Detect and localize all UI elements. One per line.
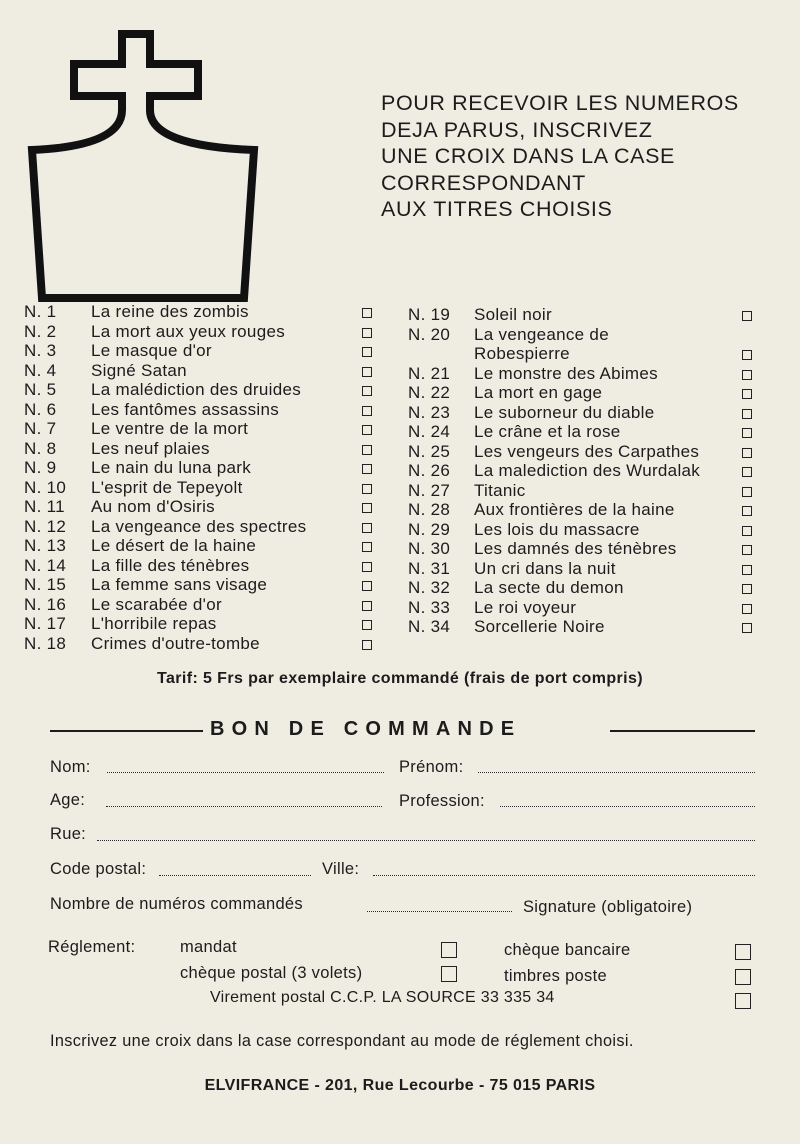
issue-title: Signé Satan <box>91 360 187 380</box>
age-field[interactable] <box>106 806 382 807</box>
issue-title: Les neuf plaies <box>91 438 210 458</box>
rue-field[interactable] <box>97 840 755 841</box>
issue-checkbox[interactable] <box>742 448 752 458</box>
issue-number: N. 19 <box>408 305 451 324</box>
issue-title: Un cri dans la nuit <box>474 558 616 578</box>
issue-checkbox[interactable] <box>362 386 372 396</box>
issue-title: La mort aux yeux rouges <box>91 321 285 341</box>
issue-title: La reine des zombis <box>91 302 249 321</box>
issue-checkbox[interactable] <box>362 503 372 513</box>
issue-number: N. 16 <box>24 594 67 614</box>
issue-checkbox[interactable] <box>742 506 752 516</box>
ville-field[interactable] <box>373 875 755 876</box>
issue-title: Sorcellerie Noire <box>474 617 605 636</box>
issue-title: La secte du demon <box>474 578 624 597</box>
issue-title: Le masque d'or <box>91 341 212 360</box>
issue-checkbox[interactable] <box>362 562 372 572</box>
header-line: POUR RECEVOIR LES NUMEROS <box>381 91 739 115</box>
cheque-postal-label: chèque postal (3 volets) <box>180 964 363 982</box>
code-postal-field[interactable] <box>159 875 311 876</box>
issue-number: N. 5 <box>24 380 57 399</box>
issue-title: Les damnés des ténèbres <box>474 539 677 558</box>
issue-checkbox[interactable] <box>742 545 752 555</box>
nombre-field[interactable] <box>367 911 512 912</box>
issue-number: N. 31 <box>408 558 451 578</box>
issue-checkbox[interactable] <box>742 584 752 594</box>
issue-checkbox[interactable] <box>362 484 372 494</box>
issue-title: Soleil noir <box>474 305 552 324</box>
issue-checkbox[interactable] <box>362 367 372 377</box>
code-postal-label: Code postal: <box>50 860 147 878</box>
issue-checkbox[interactable] <box>362 640 372 650</box>
rue-label: Rue: <box>50 825 87 843</box>
issue-number: N. 34 <box>408 617 451 636</box>
divider-line <box>50 730 203 732</box>
issue-title: Le roi voyeur <box>474 597 577 617</box>
issue-title: La mort en gage <box>474 383 603 402</box>
prenom-label: Prénom: <box>399 758 464 776</box>
issue-title: Les fantômes assassins <box>91 399 280 419</box>
profession-field[interactable] <box>500 806 755 807</box>
ville-label: Ville: <box>322 860 360 878</box>
issue-checkbox[interactable] <box>362 523 372 533</box>
issue-checkbox[interactable] <box>362 445 372 455</box>
cheque-bancaire-label: chèque bancaire <box>504 941 631 959</box>
issue-checkbox[interactable] <box>742 467 752 477</box>
issue-number: N. 2 <box>24 321 57 341</box>
virement-label: Virement postal C.C.P. LA SOURCE 33 335 34 <box>210 989 555 1006</box>
mandat-checkbox[interactable] <box>441 942 457 958</box>
issue-checkbox[interactable] <box>742 565 752 575</box>
issue-checkbox[interactable] <box>362 464 372 474</box>
issue-number: N. 23 <box>408 402 451 422</box>
cheque-postal-checkbox[interactable] <box>441 966 457 982</box>
header-line: CORRESPONDANT <box>381 170 586 195</box>
issue-checkbox[interactable] <box>742 604 752 614</box>
issue-checkbox[interactable] <box>742 311 752 321</box>
issue-number: N. 12 <box>24 516 67 536</box>
issue-title: Le ventre de la mort <box>91 419 249 438</box>
timbres-checkbox[interactable] <box>735 969 751 985</box>
issue-checkbox[interactable] <box>742 487 752 497</box>
issue-number: N. 33 <box>408 597 451 617</box>
prenom-field[interactable] <box>478 772 755 773</box>
issue-checkbox[interactable] <box>362 308 372 318</box>
issue-number: N. 6 <box>24 399 57 419</box>
mandat-label: mandat <box>180 938 237 956</box>
cheque-bancaire-checkbox[interactable] <box>735 944 751 960</box>
issue-checkbox[interactable] <box>742 428 752 438</box>
issue-title: Le désert de la haine <box>91 536 257 555</box>
issue-number: N. 28 <box>408 500 451 519</box>
issue-number: N. 1 <box>24 302 57 321</box>
issue-checkbox[interactable] <box>742 389 752 399</box>
age-label: Age: <box>50 791 86 809</box>
issue-number: N. 10 <box>24 477 67 497</box>
issue-title: Le nain du luna park <box>91 458 252 477</box>
issue-title: L'esprit de Tepeyolt <box>91 477 243 497</box>
issue-number: N. 8 <box>24 438 57 458</box>
header-line: DEJA PARUS, INSCRIVEZ <box>381 117 653 142</box>
issue-checkbox[interactable] <box>362 601 372 611</box>
issue-title: Le crâne et la rose <box>474 422 621 441</box>
nom-field[interactable] <box>107 772 384 773</box>
divider-line <box>610 730 755 732</box>
publisher-address: ELVIFRANCE - 201, Rue Lecourbe - 75 015 PARIS <box>204 1077 596 1094</box>
signature-label: Signature (obligatoire) <box>523 898 693 916</box>
issue-checkbox[interactable] <box>362 347 372 357</box>
timbres-label: timbres poste <box>504 967 607 985</box>
header-line: UNE CROIX DANS LA CASE <box>381 144 675 168</box>
issue-checkbox[interactable] <box>362 328 372 338</box>
issue-number: N. 26 <box>408 461 451 480</box>
issue-title: La femme sans visage <box>91 575 268 594</box>
issue-number: N. 25 <box>408 441 451 461</box>
issue-checkbox[interactable] <box>742 526 752 536</box>
issue-checkbox[interactable] <box>742 370 752 380</box>
virement-checkbox[interactable] <box>735 993 751 1009</box>
issue-checkbox[interactable] <box>362 581 372 591</box>
issue-title: La malédiction des druides <box>91 380 302 399</box>
issue-title: Aux frontières de la haine <box>474 500 675 519</box>
issue-title: La vengeance de <box>474 324 609 344</box>
issue-checkbox[interactable] <box>362 620 372 630</box>
issue-number: N. 14 <box>24 555 67 575</box>
issue-number: N. 7 <box>24 419 57 438</box>
tombstone-cross-icon <box>22 28 272 303</box>
header-instructions <box>381 90 781 223</box>
issue-title: Au nom d'Osiris <box>91 497 215 516</box>
nom-label: Nom: <box>50 758 91 776</box>
reglement-label: Réglement: <box>48 938 136 956</box>
profession-label: Profession: <box>399 792 485 810</box>
issue-number: N. 20 <box>408 324 451 344</box>
issue-checkbox[interactable] <box>742 350 752 360</box>
issue-checkbox[interactable] <box>362 406 372 416</box>
issue-checkbox[interactable] <box>362 542 372 552</box>
issue-title: Le suborneur du diable <box>474 402 655 422</box>
issue-title: L'horribile repas <box>91 614 217 633</box>
issue-checkbox[interactable] <box>742 409 752 419</box>
issue-title: Titanic <box>474 480 526 500</box>
nombre-label: Nombre de numéros commandés <box>50 895 303 913</box>
issue-title-continued: Robespierre <box>474 344 570 363</box>
issue-title: Le monstre des Abimes <box>474 363 658 383</box>
issue-title: Le scarabée d'or <box>91 594 222 614</box>
issue-number: N. 4 <box>24 360 57 380</box>
issue-number: N. 29 <box>408 519 451 539</box>
issue-title: La fille des ténèbres <box>91 555 250 575</box>
bon-de-commande-title: BON DE COMMANDE <box>210 718 522 740</box>
issue-title: Les lois du massacre <box>474 519 640 539</box>
header-line: AUX TITRES CHOISIS <box>381 197 613 221</box>
issue-title: Crimes d'outre-tombe <box>91 633 260 653</box>
issue-number: N. 32 <box>408 578 451 597</box>
instruction-text: Inscrivez une croix dans la case correspondant au mode de réglement choisi. <box>50 1032 634 1050</box>
issue-number: N. 3 <box>24 341 57 360</box>
issue-title: Les vengeurs des Carpathes <box>474 441 700 461</box>
issue-number: N. 13 <box>24 536 67 555</box>
issue-checkbox[interactable] <box>362 425 372 435</box>
issue-number: N. 27 <box>408 480 451 500</box>
issue-number: N. 24 <box>408 422 451 441</box>
issue-number: N. 11 <box>24 497 65 516</box>
issue-checkbox[interactable] <box>742 623 752 633</box>
issue-number: N. 30 <box>408 539 451 558</box>
issue-number: N. 22 <box>408 383 451 402</box>
issue-number: N. 15 <box>24 575 67 594</box>
issue-title: La vengeance des spectres <box>91 516 307 536</box>
issue-number: N. 17 <box>24 614 67 633</box>
tarif-text: Tarif: 5 Frs par exemplaire commandé (frais de port compris) <box>156 670 644 687</box>
issue-number: N. 9 <box>24 458 57 477</box>
issue-number: N. 18 <box>24 633 67 653</box>
issue-title: La malediction des Wurdalak <box>474 461 701 480</box>
issue-number: N. 21 <box>408 363 451 383</box>
